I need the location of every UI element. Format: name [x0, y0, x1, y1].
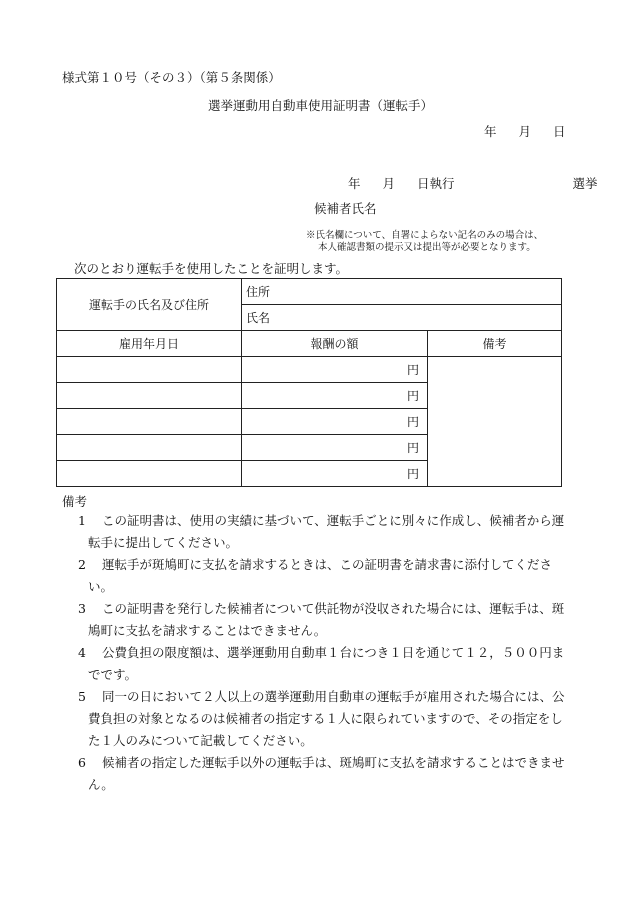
- note-text: 同一の日において２人以上の選挙運動用自動車の運転手が雇用された場合には、公費負担の対象となるのは候補者の指定する１人に限られていますので、その指定をした１人のみについて記載してください。: [88, 689, 565, 748]
- note-number: 4: [78, 645, 86, 660]
- col-header-date: 雇用年月日: [57, 331, 242, 357]
- address-field[interactable]: [242, 279, 562, 305]
- note-item: [62, 510, 572, 554]
- note-text: 運転手が斑鳩町に支払を請求するときは、この証明書を請求書に添付してください。: [88, 557, 553, 594]
- note-number: 2: [78, 557, 86, 572]
- date-month: 月: [518, 124, 532, 139]
- date-day: 日: [553, 124, 566, 139]
- election-year: 年: [348, 176, 361, 191]
- document-title: 選挙運動用自動車使用証明書（運転手）: [208, 98, 434, 113]
- note-number: 1: [78, 513, 86, 528]
- employment-date-cell[interactable]: [57, 435, 242, 461]
- employment-date-cell[interactable]: [57, 383, 242, 409]
- note-number: 6: [78, 755, 86, 770]
- col-header-amount: 報酬の額: [242, 331, 428, 357]
- address-label: 住所: [246, 285, 271, 299]
- candidate-name-label: 候補者氏名: [314, 201, 377, 216]
- amount-cell[interactable]: 円: [242, 435, 428, 461]
- employment-date-cell[interactable]: [57, 357, 242, 383]
- signature-note-line1: ※氏名欄について、自署によらない記名のみの場合は、: [306, 230, 544, 241]
- note-text: 公費負担の限度額は、選挙運動用自動車１台につき１日を通じて１２，５００円までです。: [88, 645, 565, 682]
- date-year: 年: [484, 124, 497, 139]
- col-header-remarks: 備考: [428, 331, 562, 357]
- remarks-cell[interactable]: [428, 357, 562, 487]
- signature-note: [306, 230, 566, 254]
- election-month: 月: [382, 176, 396, 191]
- note-number: 3: [78, 601, 86, 616]
- election-line: [348, 174, 598, 192]
- certificate-date: [484, 122, 566, 140]
- note-item: [62, 752, 572, 796]
- note-text: この証明書を発行した候補者について供託物が没収された場合には、運転手は、斑鳩町に支払を請求することはできません。: [88, 601, 565, 638]
- amount-cell[interactable]: 円: [242, 409, 428, 435]
- driver-name-address-label: 運転手の氏名及び住所: [57, 279, 242, 331]
- amount-cell[interactable]: 円: [242, 461, 428, 487]
- signature-note-line2: 本人確認書類の提示又は提出等が必要となります。: [318, 242, 536, 253]
- note-text: 候補者の指定した運転手以外の運転手は、斑鳩町に支払を請求することはできません。: [88, 755, 565, 792]
- notes-heading: 備考: [62, 494, 88, 509]
- employment-date-cell[interactable]: [57, 461, 242, 487]
- note-item: [62, 598, 572, 642]
- note-item: [62, 554, 572, 598]
- driver-usage-table: [56, 278, 562, 487]
- notes-list: [62, 510, 572, 796]
- election-label: 選挙: [572, 176, 598, 191]
- employment-date-cell[interactable]: [57, 409, 242, 435]
- intro-text: 次のとおり運転手を使用したことを証明します。: [74, 261, 349, 276]
- note-number: 5: [78, 689, 86, 704]
- note-text: この証明書は、使用の実績に基づいて、運転手ごとに別々に作成し、候補者から運転手に提出してください。: [88, 513, 565, 550]
- amount-cell[interactable]: 円: [242, 383, 428, 409]
- name-label: 氏名: [246, 311, 271, 325]
- note-item: [62, 642, 572, 686]
- note-item: [62, 686, 572, 752]
- amount-cell[interactable]: 円: [242, 357, 428, 383]
- name-field[interactable]: [242, 305, 562, 331]
- table-row: [57, 357, 562, 383]
- form-number: 様式第１０号（その３）（第５条関係）: [62, 70, 281, 85]
- election-day-held: 日執行: [417, 176, 455, 191]
